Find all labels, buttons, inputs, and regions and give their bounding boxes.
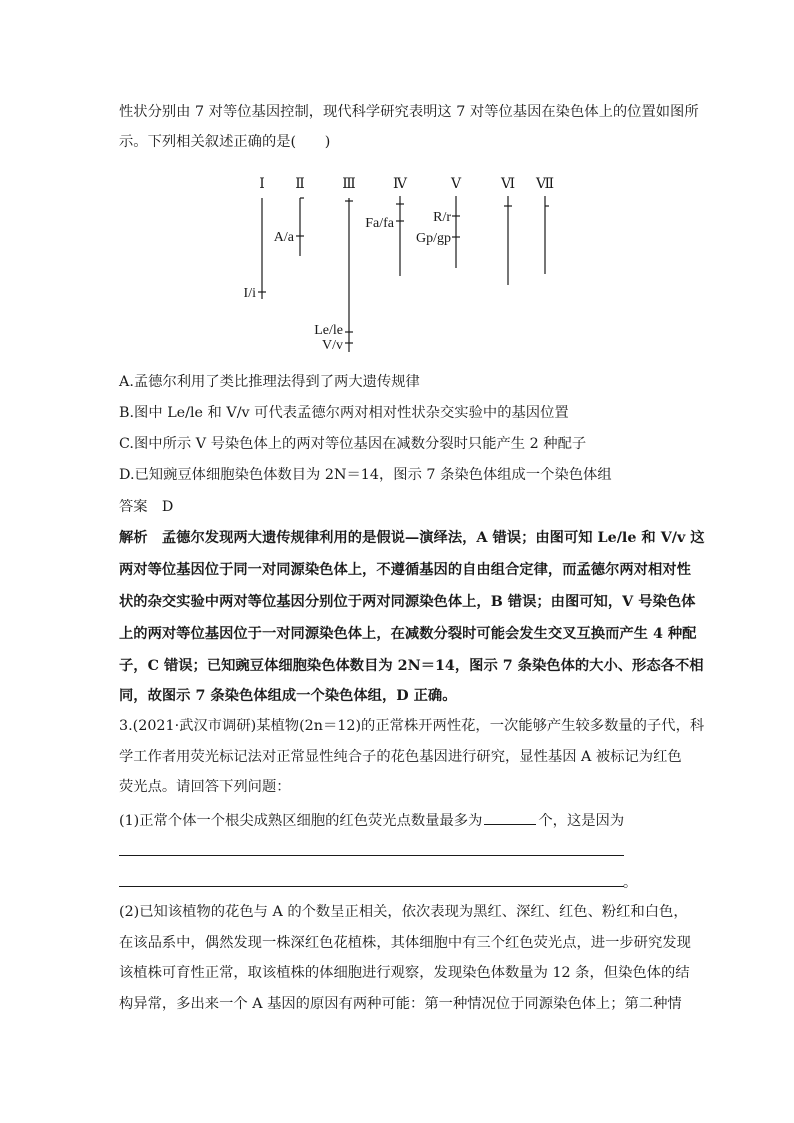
gene-label-gp: Gp/gp: [416, 231, 451, 246]
chromosome-diagram: [0, 0, 794, 360]
answer-line: 答案 D: [119, 499, 174, 515]
q3-line-2: 学工作者用荧光标记法对正常显性纯合子的花色基因进行研究，显性基因 A 被标记为红色: [119, 749, 682, 765]
answer-line-period: 。: [623, 875, 637, 891]
analysis-line-4: 上的两对等位基因位于一对同源染色体上，在减数分裂时可能会发生交叉互换而产生 4 种配: [119, 626, 697, 642]
q3-sub2-line-2: 在该品系中，偶然发现一株深红色花植株，其体细胞中有三个红色荧光点，进一步研究发现: [119, 935, 691, 951]
question-stem-line-2: 示。下列相关叙述正确的是( ): [119, 134, 331, 150]
option-d: D.已知豌豆体细胞染色体数目为 2N＝14，图示 7 条染色体组成一个染色体组: [119, 467, 612, 483]
option-c: C.图中所示 V 号染色体上的两对等位基因在减数分裂时只能产生 2 种配子: [119, 436, 587, 452]
chromosome-label-i: Ⅰ: [259, 177, 265, 192]
answer-blank-count[interactable]: [484, 810, 536, 825]
gene-label-aa: A/a: [273, 230, 294, 245]
chromosome-label-ii: Ⅱ: [295, 177, 305, 192]
q3-sub1-line: [119, 810, 624, 831]
analysis-line-3: 状的杂交实验中两对等位基因分别位于两对同源染色体上，B 错误；由图可知，V 号染色体: [119, 594, 696, 610]
gene-label-ii: I/i: [243, 286, 256, 301]
gene-label-rr: R/r: [433, 210, 451, 225]
gene-label-fa: Fa/fa: [365, 216, 394, 231]
q3-line-3: 荧光点。请回答下列问题：: [119, 779, 291, 795]
option-a: A.孟德尔利用了类比推理法得到了两大遗传规律: [119, 374, 420, 390]
question-stem-line-1: 性状分别由 7 对等位基因控制，现代科学研究表明这 7 对等位基因在染色体上的位置如图所: [119, 104, 699, 120]
q3-sub1-text-before: (1)正常个体一个根尖成熟区细胞的红色荧光点数量最多为: [119, 813, 483, 829]
q3-sub2-line-4: 构异常，多出来一个 A 基因的原因有两种可能：第一种情况位于同源染色体上；第二种情: [119, 996, 682, 1012]
answer-line-2[interactable]: [119, 886, 624, 887]
q3-sub2-line-1: (2)已知该植物的花色与 A 的个数呈正相关，依次表现为黑红、深红、红色、粉红和白色，: [119, 904, 688, 920]
option-b: B.图中 Le/le 和 V/v 可代表孟德尔两对相对性状杂交实验中的基因位置: [119, 405, 569, 421]
analysis-line-2: 两对等位基因位于同一对同源染色体上，不遵循基因的自由组合定律，而孟德尔两对相对性: [119, 562, 691, 578]
analysis-line-6: 同，故图示 7 条染色体组成一个染色体组，D 正确。: [119, 688, 457, 704]
chromosome-label-v: Ⅴ: [450, 177, 462, 192]
answer-line-1[interactable]: [119, 855, 624, 856]
chromosome-label-iii: Ⅲ: [342, 177, 356, 192]
gene-label-le: Le/le: [314, 323, 343, 338]
q3-sub1-text-after: 个，这是因为: [538, 813, 625, 829]
analysis-line-5: 子，C 错误；已知豌豆体细胞染色体数目为 2N＝14，图示 7 条染色体的大小、形态各不相: [119, 658, 704, 674]
gene-label-vv: V/v: [322, 338, 343, 353]
chromosome-label-vi: Ⅵ: [500, 177, 516, 192]
q3-line-1: 3.(2021·武汉市调研)某植物(2n＝12)的正常株开两性花，一次能够产生较多数量的子代，科: [119, 718, 705, 734]
analysis-line-1: 解析 孟德尔发现两大遗传规律利用的是假说—演绎法，A 错误；由图可知 Le/le 和 V/v 这: [119, 530, 705, 546]
chromosome-label-vii: Ⅶ: [535, 177, 555, 192]
q3-sub2-line-3: 该植株可育性正常，取该植株的体细胞进行观察，发现染色体数量为 12 条，但染色体的结: [119, 965, 690, 981]
chromosome-label-iv: Ⅳ: [393, 177, 407, 192]
